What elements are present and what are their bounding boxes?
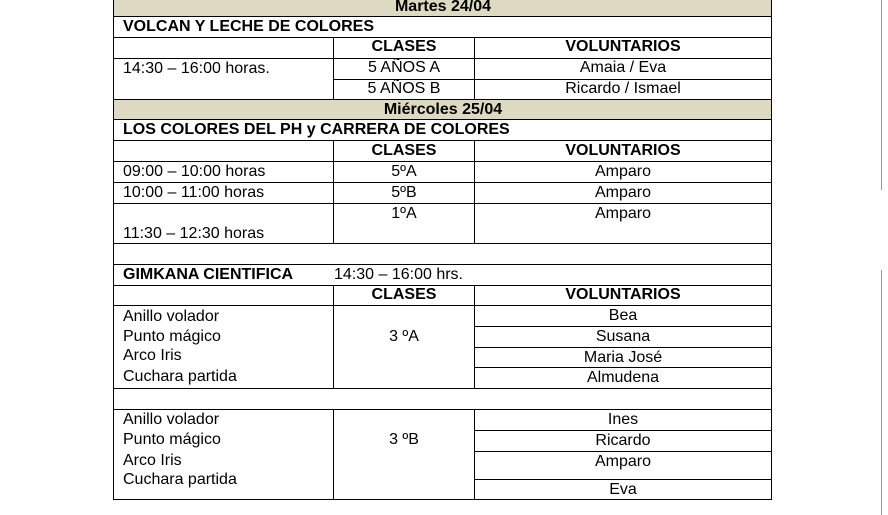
class-cell: 3 ºA [389,328,419,345]
station-cell: Cuchara partida [123,471,237,488]
clases-header: CLASES [371,38,437,55]
page-edge-top [881,0,882,190]
clases-header: CLASES [371,286,437,303]
volunteer-cell: Almudena [586,369,660,386]
station-cell: Arco Iris [123,347,182,364]
station-cell: Arco Iris [123,452,182,469]
station-cell: Punto mágico [123,431,221,448]
volunteer-cell: Bea [608,307,638,324]
volunteer-cell: Amaia / Eva [579,59,667,76]
time-cell: 09:00 – 10:00 horas [123,163,266,180]
class-cell: 1ºA [391,205,417,222]
class-cell: 5ºB [391,184,417,201]
col-divider [333,409,334,500]
day1-activity-title: VOLCAN Y LECHE DE COLORES [123,18,374,35]
day1-title: Martes 24/04 [394,0,492,15]
volunteer-cell: Maria José [583,349,663,366]
day2-title: Miércoles 25/04 [383,101,503,118]
station-cell: Punto mágico [123,328,221,345]
table-border-left [113,0,114,500]
day2-activity-title: LOS COLORES DEL PH y CARRERA DE COLORES [123,121,510,138]
volunteer-cell: Ines [607,411,639,428]
volunteer-cell: Susana [595,328,651,345]
page-edge-bottom [881,270,882,515]
volunteer-cell: Amparo [594,184,652,201]
volunteer-cell: Ricardo [595,432,651,449]
station-cell: Cuchara partida [123,368,237,385]
voluntarios-header: VOLUNTARIOS [565,142,681,159]
class-cell: 5 AÑOS B [367,80,441,97]
gimkana-time: 14:30 – 16:00 hrs. [334,266,463,283]
table-border-right [771,0,772,500]
volunteer-cell: Eva [609,481,637,498]
station-cell: Anillo volador [123,411,220,428]
clases-header: CLASES [371,142,437,159]
rule [114,388,772,389]
voluntarios-header: VOLUNTARIOS [565,286,681,303]
volunteer-cell: Amparo [594,163,652,180]
class-cell: 3 ºB [389,431,419,448]
volunteer-cell: Amparo [594,205,652,222]
class-cell: 5ºA [391,163,417,180]
volunteer-cell: Ricardo / Ismael [565,80,681,97]
class-cell: 5 AÑOS A [367,59,441,76]
day1-time: 14:30 – 16:00 horas. [123,60,270,77]
voluntarios-header: VOLUNTARIOS [565,38,681,55]
time-cell: 11:30 – 12:30 horas [123,225,265,242]
time-cell: 10:00 – 11:00 horas [123,184,265,201]
volunteer-cell: Amparo [594,453,652,470]
gimkana-title: GIMKANA CIENTIFICA [123,266,294,283]
station-cell: Anillo volador [123,308,220,325]
